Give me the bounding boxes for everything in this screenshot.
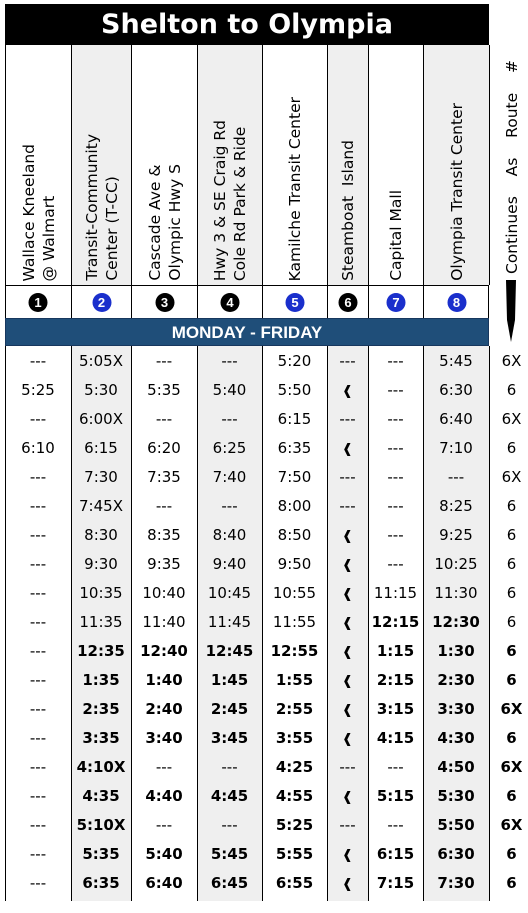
time-cell: --- bbox=[29, 845, 47, 863]
stop-name: Cascade Ave & Olympic Hwy S bbox=[145, 164, 184, 281]
stop-on-request-icon: ❰ bbox=[342, 384, 353, 399]
route-number-cell: 6 bbox=[506, 439, 517, 457]
time-cell: 3:40 bbox=[145, 729, 183, 747]
stop-header-4 bbox=[197, 45, 263, 285]
time-cell: 10:45 bbox=[207, 584, 252, 602]
time-cell: 1:55 bbox=[275, 671, 314, 689]
stop-on-request-icon: ❰ bbox=[342, 645, 353, 660]
continues-as-route-header: Continues As Route # bbox=[502, 60, 521, 274]
time-cell: 1:15 bbox=[376, 642, 415, 660]
route-number-cell: 6 bbox=[506, 613, 517, 631]
stop-on-request-icon: ❰ bbox=[342, 558, 353, 573]
time-cell: 3:45 bbox=[210, 729, 249, 747]
route-number-cell: 6X bbox=[501, 410, 522, 428]
trip-row bbox=[5, 405, 528, 434]
route-number-cell: 6 bbox=[506, 671, 517, 689]
time-cell: --- bbox=[387, 352, 404, 370]
route-number-cell: 6 bbox=[506, 526, 517, 544]
time-cell: --- bbox=[29, 758, 47, 776]
time-cell: --- bbox=[29, 874, 47, 892]
time-cell: 4:40 bbox=[145, 787, 183, 805]
time-cell: 7:35 bbox=[147, 468, 181, 486]
time-cell: 12:15 bbox=[371, 613, 420, 631]
stop-on-request-icon: ❰ bbox=[342, 442, 353, 457]
trip-row bbox=[5, 695, 528, 724]
time-cell: 9:35 bbox=[147, 555, 181, 573]
time-cell: 8:35 bbox=[147, 526, 181, 544]
time-cell: 10:40 bbox=[142, 584, 186, 602]
time-cell: 6:55 bbox=[275, 874, 314, 892]
stop-number-badge: 3 bbox=[155, 293, 174, 312]
route-number-cell: 6X bbox=[500, 700, 523, 718]
time-cell: 5:05X bbox=[79, 352, 123, 370]
down-arrow-icon bbox=[503, 280, 519, 342]
stop-header-7 bbox=[368, 45, 424, 285]
time-cell: --- bbox=[339, 468, 356, 486]
stop-number-cell bbox=[131, 286, 197, 319]
time-cell: 4:45 bbox=[210, 787, 249, 805]
time-cell: --- bbox=[221, 410, 238, 428]
time-cell: 4:35 bbox=[82, 787, 120, 805]
stop-number-badge: 6 bbox=[339, 293, 358, 312]
time-cell: 6:30 bbox=[437, 845, 475, 863]
stop-number-badge: 8 bbox=[447, 293, 466, 312]
stop-number-row bbox=[5, 285, 489, 318]
stop-header-3 bbox=[131, 45, 198, 285]
time-cell: 7:30 bbox=[84, 468, 118, 486]
time-cell: 2:40 bbox=[145, 700, 183, 718]
time-cell: --- bbox=[29, 787, 47, 805]
trip-row bbox=[5, 347, 528, 376]
time-cell: --- bbox=[339, 816, 356, 834]
trip-row bbox=[5, 666, 528, 695]
stop-number-cell bbox=[5, 286, 71, 319]
time-cell: 6:00X bbox=[79, 410, 123, 428]
time-cell: 8:50 bbox=[277, 526, 312, 544]
route-number-cell: 6 bbox=[506, 584, 517, 602]
time-cell: 3:15 bbox=[376, 700, 415, 718]
stop-name: Steamboat Island bbox=[339, 140, 357, 281]
time-cell: 5:25 bbox=[21, 381, 55, 399]
time-cell: 5:30 bbox=[84, 381, 118, 399]
time-cell: 9:30 bbox=[84, 555, 118, 573]
route-number-cell: 6X bbox=[501, 352, 522, 370]
time-cell: 12:45 bbox=[205, 642, 254, 660]
stop-number-cell bbox=[262, 286, 327, 319]
time-cell: 6:45 bbox=[210, 874, 249, 892]
stop-number-cell bbox=[423, 286, 489, 319]
time-cell: --- bbox=[339, 497, 356, 515]
time-cell: 10:35 bbox=[79, 584, 123, 602]
time-cell: 5:50 bbox=[437, 816, 475, 834]
stop-number-cell bbox=[71, 286, 131, 319]
stop-on-request-icon: ❰ bbox=[342, 616, 353, 631]
stop-on-request-icon: ❰ bbox=[342, 674, 353, 689]
time-cell: --- bbox=[387, 526, 404, 544]
time-cell: 4:15 bbox=[376, 729, 415, 747]
time-cell: 10:55 bbox=[272, 584, 317, 602]
time-cell: 4:50 bbox=[437, 758, 475, 776]
stop-number-cell bbox=[197, 286, 262, 319]
time-cell: --- bbox=[29, 671, 47, 689]
stop-number-badge: 5 bbox=[286, 293, 305, 312]
time-cell: 6:40 bbox=[145, 874, 183, 892]
time-cell: 7:50 bbox=[277, 468, 312, 486]
stop-number-cell bbox=[368, 286, 423, 319]
stop-on-request-icon: ❰ bbox=[342, 848, 353, 863]
time-cell: 5:35 bbox=[82, 845, 120, 863]
stop-on-request-icon: ❰ bbox=[342, 790, 353, 805]
time-cell: --- bbox=[387, 816, 404, 834]
time-cell: 7:10 bbox=[439, 439, 473, 457]
time-cell: --- bbox=[155, 410, 173, 428]
time-cell: 11:15 bbox=[373, 584, 418, 602]
stop-number-cell bbox=[327, 286, 368, 319]
route-number-cell: 6X bbox=[500, 816, 523, 834]
time-cell: 12:55 bbox=[270, 642, 319, 660]
time-cell: 8:00 bbox=[277, 497, 312, 515]
stop-header-2 bbox=[71, 45, 132, 285]
time-cell: 5:50 bbox=[277, 381, 312, 399]
time-cell: --- bbox=[387, 381, 404, 399]
time-cell: 5:45 bbox=[210, 845, 249, 863]
time-cell: 7:45X bbox=[79, 497, 123, 515]
stop-on-request-icon: ❰ bbox=[342, 587, 353, 602]
stop-name: Olympia Transit Center bbox=[447, 103, 466, 281]
time-cell: 6:15 bbox=[84, 439, 118, 457]
time-cell: --- bbox=[387, 497, 404, 515]
time-cell: --- bbox=[29, 642, 47, 660]
time-cell: --- bbox=[155, 758, 173, 776]
time-cell: --- bbox=[221, 352, 238, 370]
time-cell: --- bbox=[339, 758, 356, 776]
time-cell: 2:45 bbox=[210, 700, 249, 718]
time-cell: --- bbox=[29, 584, 47, 602]
time-cell: 8:30 bbox=[84, 526, 118, 544]
time-cell: --- bbox=[29, 555, 47, 573]
stop-number-badge: 2 bbox=[92, 293, 111, 312]
time-cell: 5:35 bbox=[147, 381, 181, 399]
time-cell: 5:55 bbox=[275, 845, 314, 863]
stop-on-request-icon: ❰ bbox=[342, 732, 353, 747]
time-cell: 6:30 bbox=[439, 381, 473, 399]
trip-row bbox=[5, 463, 528, 492]
time-cell: 12:30 bbox=[432, 613, 480, 631]
route-number-cell: 6 bbox=[506, 555, 517, 573]
time-cell: 5:25 bbox=[275, 816, 314, 834]
stop-on-request-icon: ❰ bbox=[342, 703, 353, 718]
stop-name: Hwy 3 & SE Craig Rd Cole Rd Park & Ride bbox=[211, 119, 249, 281]
trip-row bbox=[5, 637, 528, 666]
time-cell: 1:40 bbox=[145, 671, 183, 689]
trip-row bbox=[5, 782, 528, 811]
time-cell: 1:35 bbox=[82, 671, 120, 689]
service-day-band: MONDAY - FRIDAY bbox=[5, 318, 489, 346]
stop-name: Kamilche Transit Center bbox=[286, 96, 304, 281]
time-cell: 9:40 bbox=[212, 555, 247, 573]
time-cell: --- bbox=[339, 410, 356, 428]
trip-row bbox=[5, 550, 528, 579]
time-cell: --- bbox=[29, 526, 47, 544]
time-cell: 8:40 bbox=[212, 526, 247, 544]
time-cell: 9:50 bbox=[277, 555, 312, 573]
stop-header-1 bbox=[5, 45, 72, 285]
time-cell: --- bbox=[339, 352, 356, 370]
time-cell: 1:45 bbox=[210, 671, 249, 689]
route-number-cell: 6 bbox=[506, 845, 517, 863]
stop-name: Wallace Kneeland @ Walmart bbox=[19, 143, 58, 281]
time-cell: 5:20 bbox=[277, 352, 312, 370]
time-cell: 7:15 bbox=[376, 874, 415, 892]
trip-row bbox=[5, 492, 528, 521]
time-cell: 9:25 bbox=[439, 526, 473, 544]
route-number-cell: 6 bbox=[506, 497, 517, 515]
time-cell: 2:35 bbox=[82, 700, 120, 718]
time-cell: 6:35 bbox=[82, 874, 120, 892]
time-cell: 12:35 bbox=[77, 642, 125, 660]
time-cell: 6:20 bbox=[147, 439, 181, 457]
time-cell: --- bbox=[29, 497, 47, 515]
time-cell: 7:40 bbox=[212, 468, 247, 486]
trip-row bbox=[5, 521, 528, 550]
time-cell: 11:30 bbox=[434, 584, 478, 602]
stop-on-request-icon: ❰ bbox=[342, 877, 353, 892]
time-cell: --- bbox=[155, 497, 173, 515]
time-cell: --- bbox=[29, 410, 47, 428]
time-cell: --- bbox=[387, 439, 404, 457]
trip-row bbox=[5, 724, 528, 753]
trip-row bbox=[5, 811, 528, 840]
trip-row bbox=[5, 753, 528, 782]
schedule-title: Shelton to Olympia bbox=[5, 4, 489, 45]
time-cell: --- bbox=[29, 729, 47, 747]
time-cell: --- bbox=[221, 497, 238, 515]
schedule-sheet bbox=[5, 4, 528, 904]
trip-row bbox=[5, 608, 528, 637]
stop-header-6 bbox=[327, 45, 369, 285]
time-cell: --- bbox=[387, 410, 404, 428]
time-cell: 11:45 bbox=[207, 613, 252, 631]
stop-on-request-icon: ❰ bbox=[342, 529, 353, 544]
time-cell: 5:10X bbox=[76, 816, 126, 834]
route-number-cell: 6 bbox=[506, 729, 517, 747]
time-cell: 4:25 bbox=[275, 758, 314, 776]
time-cell: 5:45 bbox=[439, 352, 473, 370]
time-cell: 5:40 bbox=[212, 381, 247, 399]
stop-name: Transit-Community Center (T-CC) bbox=[82, 134, 121, 281]
time-cell: 10:25 bbox=[434, 555, 478, 573]
route-number-cell: 6X bbox=[500, 758, 523, 776]
time-cell: --- bbox=[29, 700, 47, 718]
stop-header-row bbox=[5, 45, 489, 285]
time-cell: 6:35 bbox=[277, 439, 312, 457]
time-cell: 5:15 bbox=[376, 787, 415, 805]
time-cell: --- bbox=[221, 816, 238, 834]
trip-row bbox=[5, 840, 528, 869]
time-cell: --- bbox=[155, 352, 173, 370]
trip-row bbox=[5, 869, 528, 898]
time-cell: --- bbox=[447, 468, 465, 486]
route-number-cell: 6 bbox=[506, 874, 517, 892]
time-cell: 4:55 bbox=[275, 787, 314, 805]
route-number-cell: 6 bbox=[506, 381, 517, 399]
time-cell: 3:55 bbox=[275, 729, 314, 747]
stop-number-badge: 1 bbox=[29, 293, 48, 312]
route-number-cell: 6 bbox=[506, 642, 517, 660]
time-cell: 1:30 bbox=[437, 642, 475, 660]
time-cell: 6:15 bbox=[277, 410, 312, 428]
time-cell: 5:40 bbox=[145, 845, 183, 863]
time-cell: --- bbox=[155, 816, 173, 834]
time-cell: 6:40 bbox=[439, 410, 473, 428]
route-number-cell: 6 bbox=[506, 787, 517, 805]
time-cell: 2:15 bbox=[376, 671, 415, 689]
trip-row bbox=[5, 376, 528, 405]
time-cell: 4:30 bbox=[437, 729, 475, 747]
time-cell: --- bbox=[29, 352, 47, 370]
time-cell: 3:35 bbox=[82, 729, 120, 747]
time-cell: --- bbox=[29, 613, 47, 631]
time-cell: --- bbox=[29, 468, 47, 486]
time-cell: --- bbox=[387, 758, 404, 776]
time-cell: 8:25 bbox=[439, 497, 473, 515]
time-cell: 11:40 bbox=[142, 613, 186, 631]
stop-header-8 bbox=[423, 45, 490, 285]
time-cell: --- bbox=[29, 816, 47, 834]
time-cell: --- bbox=[387, 468, 404, 486]
time-cell: 5:30 bbox=[437, 787, 475, 805]
time-cell: 6:15 bbox=[376, 845, 415, 863]
trip-row bbox=[5, 579, 528, 608]
time-cell: 12:40 bbox=[140, 642, 188, 660]
time-cell: 6:25 bbox=[212, 439, 247, 457]
time-cell: 2:55 bbox=[275, 700, 314, 718]
stop-header-5 bbox=[262, 45, 328, 285]
stop-name: Capital Mall bbox=[387, 190, 405, 281]
time-cell: --- bbox=[387, 555, 404, 573]
time-cell: 6:10 bbox=[21, 439, 55, 457]
timetable-grid bbox=[5, 346, 528, 901]
route-number-cell: 6X bbox=[501, 468, 522, 486]
time-cell: 2:30 bbox=[437, 671, 475, 689]
time-cell: 11:55 bbox=[272, 613, 317, 631]
time-cell: 7:30 bbox=[437, 874, 475, 892]
stop-number-badge: 7 bbox=[387, 293, 406, 312]
time-cell: 4:10X bbox=[76, 758, 126, 776]
trip-row bbox=[5, 434, 528, 463]
time-cell: 3:30 bbox=[437, 700, 475, 718]
stop-number-badge: 4 bbox=[221, 293, 240, 312]
time-cell: 11:35 bbox=[79, 613, 123, 631]
time-cell: --- bbox=[221, 758, 238, 776]
